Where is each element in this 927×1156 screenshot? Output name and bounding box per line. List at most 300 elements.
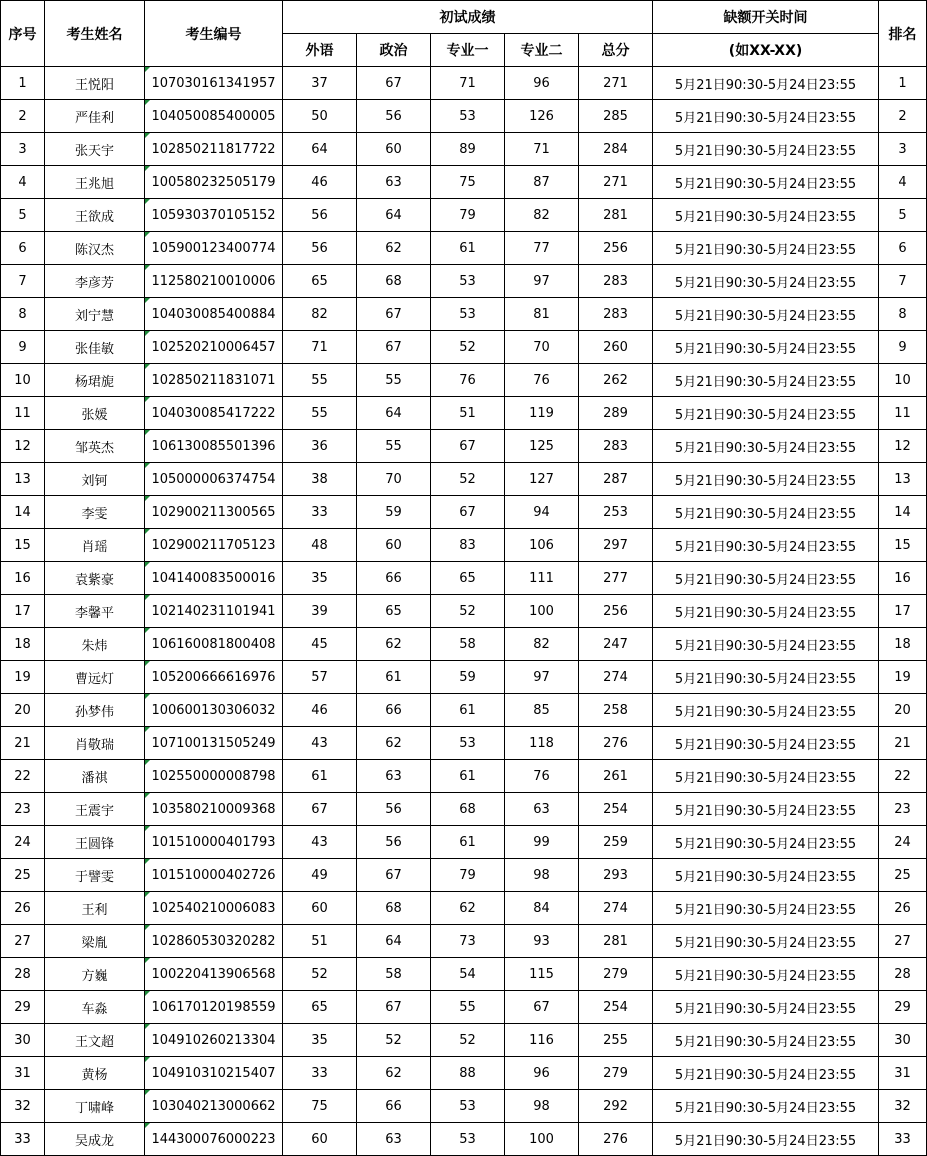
table-row [1, 826, 927, 859]
cell-major2: 87 [505, 166, 579, 199]
cell-seq: 8 [1, 298, 45, 331]
cell-seq: 21 [1, 727, 45, 760]
cell-major2: 106 [505, 529, 579, 562]
cell-major2: 127 [505, 463, 579, 496]
cell-total: 281 [579, 199, 653, 232]
cell-rank: 10 [879, 364, 927, 397]
cell-major2: 81 [505, 298, 579, 331]
cell-major2: 97 [505, 265, 579, 298]
cell-rank: 25 [879, 859, 927, 892]
cell-total: 279 [579, 958, 653, 991]
cell-name: 王利 [45, 892, 145, 925]
cell-foreign: 56 [283, 199, 357, 232]
cell-seq: 20 [1, 694, 45, 727]
cell-politics: 63 [357, 166, 431, 199]
cell-rank: 21 [879, 727, 927, 760]
cell-exam-id: 104140083500016 [145, 562, 283, 595]
cell-rank: 15 [879, 529, 927, 562]
cell-total: 283 [579, 298, 653, 331]
cell-politics: 67 [357, 859, 431, 892]
cell-total: 287 [579, 463, 653, 496]
cell-exam-id: 106160081800408 [145, 628, 283, 661]
cell-major2: 67 [505, 991, 579, 1024]
cell-exam-id: 105930370105152 [145, 199, 283, 232]
cell-seq: 25 [1, 859, 45, 892]
cell-exam-id: 106130085501396 [145, 430, 283, 463]
cell-window: 5月21日90:30-5月24日23:55 [653, 529, 879, 562]
cell-major1: 52 [431, 331, 505, 364]
cell-politics: 63 [357, 1123, 431, 1156]
cell-major1: 52 [431, 1024, 505, 1057]
cell-window: 5月21日90:30-5月24日23:55 [653, 694, 879, 727]
cell-foreign: 36 [283, 430, 357, 463]
cell-politics: 68 [357, 892, 431, 925]
cell-politics: 64 [357, 397, 431, 430]
cell-name: 杨珺旎 [45, 364, 145, 397]
cell-politics: 55 [357, 364, 431, 397]
cell-foreign: 52 [283, 958, 357, 991]
cell-politics: 66 [357, 1090, 431, 1123]
cell-window: 5月21日90:30-5月24日23:55 [653, 826, 879, 859]
cell-foreign: 64 [283, 133, 357, 166]
header-window-sub: (如XX-XX) [653, 34, 879, 67]
cell-name: 丁啸峰 [45, 1090, 145, 1123]
cell-major2: 111 [505, 562, 579, 595]
cell-major2: 115 [505, 958, 579, 991]
cell-total: 283 [579, 430, 653, 463]
cell-name: 李雯 [45, 496, 145, 529]
table-body [1, 67, 927, 1156]
cell-major2: 125 [505, 430, 579, 463]
table-row [1, 694, 927, 727]
cell-major2: 100 [505, 595, 579, 628]
cell-politics: 66 [357, 562, 431, 595]
cell-window: 5月21日90:30-5月24日23:55 [653, 595, 879, 628]
cell-foreign: 82 [283, 298, 357, 331]
cell-seq: 33 [1, 1123, 45, 1156]
cell-name: 王文超 [45, 1024, 145, 1057]
cell-total: 297 [579, 529, 653, 562]
cell-foreign: 50 [283, 100, 357, 133]
cell-window: 5月21日90:30-5月24日23:55 [653, 661, 879, 694]
table-row [1, 661, 927, 694]
table-row [1, 562, 927, 595]
cell-foreign: 43 [283, 826, 357, 859]
cell-window: 5月21日90:30-5月24日23:55 [653, 1024, 879, 1057]
cell-major1: 53 [431, 298, 505, 331]
cell-total: 284 [579, 133, 653, 166]
cell-rank: 4 [879, 166, 927, 199]
cell-seq: 22 [1, 760, 45, 793]
cell-exam-id: 102140231101941 [145, 595, 283, 628]
cell-seq: 5 [1, 199, 45, 232]
table-row [1, 529, 927, 562]
cell-total: 289 [579, 397, 653, 430]
cell-name: 袁紫豪 [45, 562, 145, 595]
cell-rank: 20 [879, 694, 927, 727]
cell-major1: 61 [431, 694, 505, 727]
cell-major1: 61 [431, 232, 505, 265]
table-row [1, 67, 927, 100]
cell-politics: 63 [357, 760, 431, 793]
cell-window: 5月21日90:30-5月24日23:55 [653, 397, 879, 430]
cell-major2: 94 [505, 496, 579, 529]
cell-foreign: 57 [283, 661, 357, 694]
cell-major2: 71 [505, 133, 579, 166]
cell-foreign: 48 [283, 529, 357, 562]
cell-name: 李彦芳 [45, 265, 145, 298]
cell-major2: 118 [505, 727, 579, 760]
cell-major1: 53 [431, 727, 505, 760]
table-header [1, 1, 927, 67]
cell-major1: 89 [431, 133, 505, 166]
cell-politics: 55 [357, 430, 431, 463]
cell-exam-id: 100600130306032 [145, 694, 283, 727]
cell-major2: 99 [505, 826, 579, 859]
cell-foreign: 56 [283, 232, 357, 265]
cell-major1: 79 [431, 859, 505, 892]
cell-seq: 31 [1, 1057, 45, 1090]
cell-total: 293 [579, 859, 653, 892]
cell-rank: 29 [879, 991, 927, 1024]
table-row [1, 364, 927, 397]
header-seq: 序号 [1, 1, 45, 67]
cell-window: 5月21日90:30-5月24日23:55 [653, 232, 879, 265]
cell-window: 5月21日90:30-5月24日23:55 [653, 958, 879, 991]
cell-window: 5月21日90:30-5月24日23:55 [653, 1057, 879, 1090]
cell-name: 王悦阳 [45, 67, 145, 100]
cell-name: 王欲成 [45, 199, 145, 232]
table-row [1, 727, 927, 760]
cell-politics: 56 [357, 826, 431, 859]
table-row [1, 958, 927, 991]
cell-window: 5月21日90:30-5月24日23:55 [653, 727, 879, 760]
header-window: 缺额开关时间 [653, 1, 879, 34]
cell-window: 5月21日90:30-5月24日23:55 [653, 892, 879, 925]
cell-exam-id: 104910260213304 [145, 1024, 283, 1057]
cell-major2: 76 [505, 760, 579, 793]
cell-name: 张佳敏 [45, 331, 145, 364]
cell-rank: 8 [879, 298, 927, 331]
cell-exam-id: 100220413906568 [145, 958, 283, 991]
cell-seq: 13 [1, 463, 45, 496]
header-major1: 专业一 [431, 34, 505, 67]
table-row [1, 397, 927, 430]
header-exam-id: 考生编号 [145, 1, 283, 67]
cell-foreign: 65 [283, 991, 357, 1024]
cell-major1: 52 [431, 463, 505, 496]
cell-name: 黄杨 [45, 1057, 145, 1090]
cell-major1: 51 [431, 397, 505, 430]
table-row [1, 199, 927, 232]
cell-window: 5月21日90:30-5月24日23:55 [653, 463, 879, 496]
cell-name: 肖瑶 [45, 529, 145, 562]
cell-foreign: 39 [283, 595, 357, 628]
cell-major2: 116 [505, 1024, 579, 1057]
table-row [1, 991, 927, 1024]
cell-foreign: 46 [283, 694, 357, 727]
cell-politics: 65 [357, 595, 431, 628]
cell-major2: 97 [505, 661, 579, 694]
header-politics: 政治 [357, 34, 431, 67]
table-row [1, 793, 927, 826]
cell-name: 肖敬瑞 [45, 727, 145, 760]
cell-seq: 19 [1, 661, 45, 694]
cell-window: 5月21日90:30-5月24日23:55 [653, 265, 879, 298]
cell-politics: 60 [357, 529, 431, 562]
cell-rank: 13 [879, 463, 927, 496]
cell-foreign: 33 [283, 1057, 357, 1090]
cell-total: 274 [579, 892, 653, 925]
cell-window: 5月21日90:30-5月24日23:55 [653, 760, 879, 793]
cell-name: 孙梦伟 [45, 694, 145, 727]
cell-major1: 53 [431, 1090, 505, 1123]
cell-major1: 68 [431, 793, 505, 826]
table-row [1, 463, 927, 496]
cell-rank: 33 [879, 1123, 927, 1156]
cell-name: 邹英杰 [45, 430, 145, 463]
header-prelim: 初试成绩 [283, 1, 653, 34]
table-row [1, 430, 927, 463]
cell-total: 277 [579, 562, 653, 595]
cell-exam-id: 104030085417222 [145, 397, 283, 430]
cell-major1: 67 [431, 430, 505, 463]
cell-major2: 77 [505, 232, 579, 265]
table-row [1, 628, 927, 661]
cell-foreign: 45 [283, 628, 357, 661]
cell-exam-id: 107100131505249 [145, 727, 283, 760]
cell-name: 梁胤 [45, 925, 145, 958]
cell-politics: 58 [357, 958, 431, 991]
cell-exam-id: 101510000401793 [145, 826, 283, 859]
cell-window: 5月21日90:30-5月24日23:55 [653, 925, 879, 958]
cell-name: 王圆锋 [45, 826, 145, 859]
cell-major2: 98 [505, 859, 579, 892]
header-rank: 排名 [879, 1, 927, 67]
cell-rank: 5 [879, 199, 927, 232]
cell-major2: 84 [505, 892, 579, 925]
cell-window: 5月21日90:30-5月24日23:55 [653, 991, 879, 1024]
cell-foreign: 61 [283, 760, 357, 793]
cell-foreign: 38 [283, 463, 357, 496]
cell-rank: 18 [879, 628, 927, 661]
cell-total: 247 [579, 628, 653, 661]
cell-total: 292 [579, 1090, 653, 1123]
cell-exam-id: 101510000402726 [145, 859, 283, 892]
cell-exam-id: 105200666616976 [145, 661, 283, 694]
cell-total: 253 [579, 496, 653, 529]
cell-major1: 73 [431, 925, 505, 958]
cell-seq: 16 [1, 562, 45, 595]
cell-window: 5月21日90:30-5月24日23:55 [653, 331, 879, 364]
cell-rank: 30 [879, 1024, 927, 1057]
cell-seq: 15 [1, 529, 45, 562]
cell-name: 车淼 [45, 991, 145, 1024]
header-total: 总分 [579, 34, 653, 67]
cell-seq: 11 [1, 397, 45, 430]
cell-name: 方巍 [45, 958, 145, 991]
cell-name: 王震宇 [45, 793, 145, 826]
cell-rank: 7 [879, 265, 927, 298]
cell-window: 5月21日90:30-5月24日23:55 [653, 562, 879, 595]
cell-seq: 14 [1, 496, 45, 529]
cell-major2: 82 [505, 628, 579, 661]
cell-politics: 56 [357, 793, 431, 826]
cell-total: 260 [579, 331, 653, 364]
cell-total: 274 [579, 661, 653, 694]
cell-rank: 22 [879, 760, 927, 793]
cell-exam-id: 100580232505179 [145, 166, 283, 199]
cell-rank: 28 [879, 958, 927, 991]
table-row [1, 1090, 927, 1123]
cell-exam-id: 105000006374754 [145, 463, 283, 496]
cell-seq: 18 [1, 628, 45, 661]
table-row [1, 760, 927, 793]
cell-seq: 6 [1, 232, 45, 265]
cell-major1: 65 [431, 562, 505, 595]
table-row [1, 100, 927, 133]
cell-major2: 63 [505, 793, 579, 826]
cell-major1: 53 [431, 100, 505, 133]
cell-foreign: 71 [283, 331, 357, 364]
cell-foreign: 60 [283, 1123, 357, 1156]
cell-rank: 3 [879, 133, 927, 166]
cell-major1: 67 [431, 496, 505, 529]
cell-politics: 67 [357, 331, 431, 364]
cell-major1: 83 [431, 529, 505, 562]
cell-total: 254 [579, 793, 653, 826]
cell-politics: 70 [357, 463, 431, 496]
cell-rank: 9 [879, 331, 927, 364]
cell-total: 256 [579, 232, 653, 265]
cell-rank: 17 [879, 595, 927, 628]
cell-foreign: 65 [283, 265, 357, 298]
cell-major1: 61 [431, 826, 505, 859]
cell-name: 曹远灯 [45, 661, 145, 694]
cell-major1: 75 [431, 166, 505, 199]
table-row [1, 133, 927, 166]
cell-rank: 23 [879, 793, 927, 826]
cell-politics: 59 [357, 496, 431, 529]
cell-major1: 61 [431, 760, 505, 793]
cell-exam-id: 102520210006457 [145, 331, 283, 364]
cell-rank: 14 [879, 496, 927, 529]
cell-major2: 98 [505, 1090, 579, 1123]
cell-major1: 79 [431, 199, 505, 232]
cell-total: 285 [579, 100, 653, 133]
cell-major1: 71 [431, 67, 505, 100]
cell-name: 王兆旭 [45, 166, 145, 199]
table-row [1, 166, 927, 199]
cell-exam-id: 102900211705123 [145, 529, 283, 562]
cell-name: 张天宇 [45, 133, 145, 166]
cell-seq: 23 [1, 793, 45, 826]
cell-window: 5月21日90:30-5月24日23:55 [653, 430, 879, 463]
table-row [1, 265, 927, 298]
cell-window: 5月21日90:30-5月24日23:55 [653, 364, 879, 397]
cell-seq: 30 [1, 1024, 45, 1057]
cell-rank: 6 [879, 232, 927, 265]
cell-seq: 9 [1, 331, 45, 364]
cell-politics: 67 [357, 298, 431, 331]
table-row [1, 595, 927, 628]
cell-window: 5月21日90:30-5月24日23:55 [653, 859, 879, 892]
cell-major2: 119 [505, 397, 579, 430]
cell-major1: 62 [431, 892, 505, 925]
cell-window: 5月21日90:30-5月24日23:55 [653, 133, 879, 166]
cell-politics: 52 [357, 1024, 431, 1057]
table-row [1, 1024, 927, 1057]
cell-politics: 62 [357, 1057, 431, 1090]
cell-seq: 27 [1, 925, 45, 958]
cell-rank: 12 [879, 430, 927, 463]
cell-major2: 100 [505, 1123, 579, 1156]
cell-foreign: 55 [283, 397, 357, 430]
cell-total: 271 [579, 166, 653, 199]
cell-exam-id: 102540210006083 [145, 892, 283, 925]
cell-major2: 93 [505, 925, 579, 958]
cell-total: 254 [579, 991, 653, 1024]
cell-name: 严佳利 [45, 100, 145, 133]
cell-politics: 67 [357, 67, 431, 100]
cell-window: 5月21日90:30-5月24日23:55 [653, 166, 879, 199]
cell-exam-id: 102850211817722 [145, 133, 283, 166]
cell-name: 陈汉杰 [45, 232, 145, 265]
cell-exam-id: 107030161341957 [145, 67, 283, 100]
cell-exam-id: 102850211831071 [145, 364, 283, 397]
cell-total: 259 [579, 826, 653, 859]
cell-major2: 96 [505, 67, 579, 100]
cell-politics: 66 [357, 694, 431, 727]
cell-exam-id: 105900123400774 [145, 232, 283, 265]
cell-foreign: 43 [283, 727, 357, 760]
cell-total: 271 [579, 67, 653, 100]
cell-exam-id: 106170120198559 [145, 991, 283, 1024]
cell-major1: 76 [431, 364, 505, 397]
cell-foreign: 60 [283, 892, 357, 925]
cell-rank: 27 [879, 925, 927, 958]
cell-foreign: 75 [283, 1090, 357, 1123]
cell-politics: 62 [357, 727, 431, 760]
cell-major1: 58 [431, 628, 505, 661]
cell-politics: 62 [357, 628, 431, 661]
cell-window: 5月21日90:30-5月24日23:55 [653, 793, 879, 826]
cell-seq: 28 [1, 958, 45, 991]
cell-window: 5月21日90:30-5月24日23:55 [653, 67, 879, 100]
cell-major1: 59 [431, 661, 505, 694]
cell-exam-id: 103580210009368 [145, 793, 283, 826]
cell-seq: 1 [1, 67, 45, 100]
cell-window: 5月21日90:30-5月24日23:55 [653, 496, 879, 529]
cell-foreign: 37 [283, 67, 357, 100]
cell-exam-id: 144300076000223 [145, 1123, 283, 1156]
table-row [1, 496, 927, 529]
cell-rank: 24 [879, 826, 927, 859]
cell-rank: 16 [879, 562, 927, 595]
cell-exam-id: 104910310215407 [145, 1057, 283, 1090]
cell-foreign: 46 [283, 166, 357, 199]
cell-rank: 31 [879, 1057, 927, 1090]
cell-politics: 67 [357, 991, 431, 1024]
cell-seq: 26 [1, 892, 45, 925]
cell-seq: 3 [1, 133, 45, 166]
cell-rank: 1 [879, 67, 927, 100]
cell-foreign: 49 [283, 859, 357, 892]
cell-seq: 7 [1, 265, 45, 298]
cell-total: 261 [579, 760, 653, 793]
table-row [1, 892, 927, 925]
header-major2: 专业二 [505, 34, 579, 67]
